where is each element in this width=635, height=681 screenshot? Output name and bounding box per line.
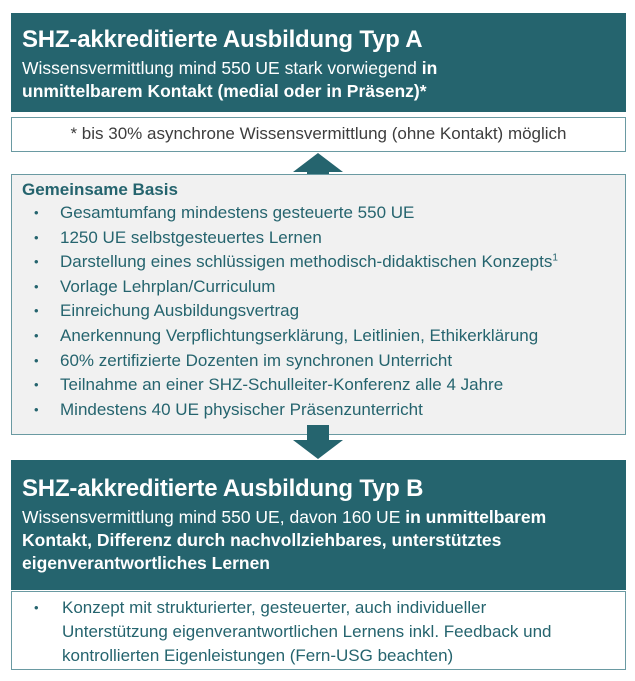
bullet: • <box>34 600 39 615</box>
basis-list <box>22 201 615 422</box>
typ-a-description <box>22 57 612 103</box>
list-item: • Einreichung Ausbildungsvertrag <box>22 299 615 324</box>
bullet: • <box>34 327 39 343</box>
typ-b-note-line-2: Unterstützung eigenverantwortlichen Lernens inkl. Feedback und <box>62 622 552 641</box>
typ-a-desc-regular: Wissensvermittlung mind 550 UE stark vorwiegend <box>22 58 422 78</box>
typ-b-description <box>22 506 612 575</box>
typ-b-desc-regular: Wissensvermittlung mind 550 UE, davon 160 UE <box>22 507 406 527</box>
typ-b-desc-bold-1: in unmittelbarem <box>405 507 547 527</box>
typ-a-desc-bold-2: unmittelbarem Kontakt (medial oder in Präsenz)* <box>22 81 427 101</box>
typ-b-desc-bold-2: Kontakt, Differenz durch nachvollziehbares, unterstütztes <box>22 530 502 550</box>
typ-a-title: SHZ-akkreditierte Ausbildung Typ A <box>22 26 423 53</box>
gemeinsame-basis-box <box>11 174 626 435</box>
typ-a-box <box>11 13 626 112</box>
bullet: • <box>34 303 39 319</box>
list-item: • Anerkennung Verpflichtungserklärung, Leitlinien, Ethikerklärung <box>22 324 615 349</box>
typ-a-note: * bis 30% asynchrone Wissensvermittlung (ohne Kontakt) möglich <box>11 117 626 152</box>
typ-b-title: SHZ-akkreditierte Ausbildung Typ B <box>22 475 424 502</box>
bullet: • <box>34 352 39 368</box>
list-item: • Gesamtumfang mindestens gesteuerte 550 UE <box>22 201 615 226</box>
typ-b-note-line-3: kontrollierten Eigenleistungen (Fern-USG beachten) <box>62 646 454 665</box>
bullet: • <box>34 278 39 294</box>
list-item: • 60% zertifizierte Dozenten im synchronen Unterricht <box>22 349 615 374</box>
bullet: • <box>34 377 39 393</box>
typ-b-note <box>11 591 626 670</box>
typ-b-note-line-1: Konzept mit strukturierter, gesteuerter, auch individueller <box>62 598 487 617</box>
typ-b-box <box>11 460 626 590</box>
list-item: • Darstellung eines schlüssigen methodisch-didaktischen Konzepts$^1$ <box>22 250 615 275</box>
list-item <box>22 596 615 668</box>
typ-b-desc-bold-3: eigenverantwortliches Lernen <box>22 553 270 573</box>
list-item: • Teilnahme an einer SHZ-Schulleiter-Konferenz alle 4 Jahre <box>22 373 615 398</box>
list-item: • 1250 UE selbstgesteuertes Lernen <box>22 226 615 251</box>
list-item: • Mindestens 40 UE physischer Präsenzunterricht <box>22 398 615 423</box>
footnote-mark: 1 <box>552 252 558 264</box>
list-item: • Vorlage Lehrplan/Curriculum <box>22 275 615 300</box>
basis-title: Gemeinsame Basis <box>22 180 178 199</box>
bullet: • <box>34 229 39 245</box>
arrow-down-icon <box>292 424 344 460</box>
bullet: • <box>34 401 39 417</box>
bullet: • <box>34 205 39 220</box>
typ-a-desc-bold-1: in <box>421 58 438 78</box>
bullet: • <box>34 254 39 270</box>
